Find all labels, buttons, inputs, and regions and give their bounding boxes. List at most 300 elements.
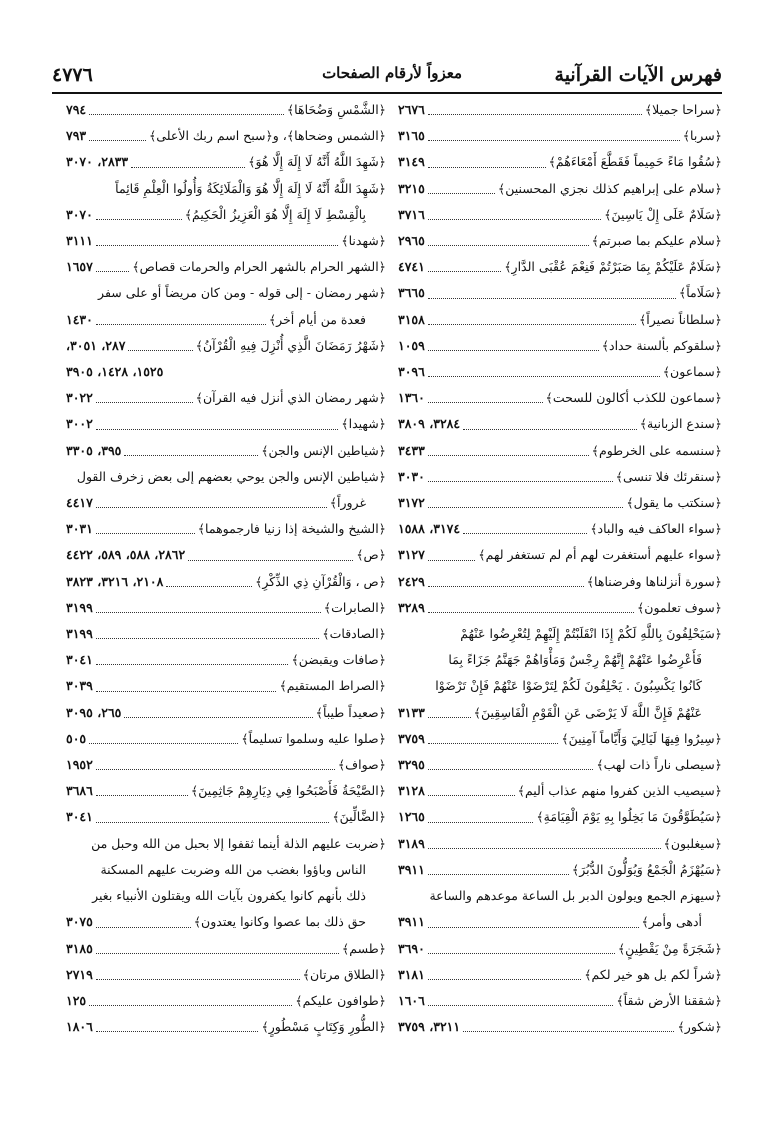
index-entry: [66, 595, 386, 621]
entry-row: [66, 516, 386, 542]
page-reference: ٧٩٣: [66, 128, 87, 144]
entry-text: ﴿الشمس وضحاها﴾، و﴿سبح اسم ربك الأعلى﴾: [148, 128, 386, 144]
entry-row: [398, 411, 722, 437]
entry-text: ﴿طوافون عليكم﴾: [295, 992, 386, 1008]
dot-leader: [428, 1005, 613, 1006]
page-number: ٤٧٧٦: [52, 64, 93, 86]
dot-leader: [428, 560, 475, 561]
dot-leader: [89, 114, 284, 115]
dot-leader: [428, 455, 589, 456]
page-reference: ٣٧٥٩: [398, 730, 425, 746]
entry-text: ﴿سيصلى ناراً ذات لهب﴾: [596, 757, 722, 773]
dot-leader: [428, 769, 593, 770]
dot-leader: [463, 533, 587, 534]
page-reference: ٣١٣٣: [398, 704, 425, 720]
entry-text: ﴿سَلَامٌ عَلَيْكُمْ بِمَا صَبَرْتُمْ فَنِعْمَ عُقْبَى الدَّارِ﴾: [504, 259, 722, 275]
page-reference: ٣٠٣٠: [398, 468, 425, 484]
entry-text: ﴿صلوا عليه وسلموا تسليماً﴾: [241, 730, 386, 746]
page-reference: ٤٤١٧: [66, 495, 93, 511]
entry-row: [398, 595, 722, 621]
page-reference: ٣٢٨٤، ٣٨٠٩: [398, 416, 461, 432]
dot-leader: [96, 533, 195, 534]
page-reference: ٣١٨٥: [66, 940, 93, 956]
entry-row: [398, 359, 722, 385]
index-entry: [66, 752, 386, 778]
dot-leader: [428, 743, 558, 744]
entry-text: ﴿صواف﴾: [337, 757, 386, 773]
entry-row: [66, 700, 386, 726]
page-reference: ٣١٨٩: [398, 835, 425, 851]
index-entry: [398, 464, 722, 490]
page-reference: ٣٦٨٦: [66, 783, 93, 799]
entry-text: ﴿صعيداً طيباً﴾: [315, 704, 386, 720]
page-reference: ٣١٩٩: [66, 599, 93, 615]
page-reference: ٣٠٤١: [66, 809, 93, 825]
entry-row: [66, 569, 386, 595]
page-subtitle: معزواً لأرقام الصفحات: [322, 64, 462, 82]
index-entry: [66, 438, 386, 464]
page-reference: ١٤٣٠: [66, 311, 93, 327]
entry-text: ﴿الصابرات﴾: [323, 599, 386, 615]
entry-text: ﴿سُقُوا مَاءً حَمِيماً فَقَطَّعَ أَمْعَاءَهُمْ﴾: [548, 154, 722, 170]
entry-row: [398, 542, 722, 568]
page-reference: ٣٩١١: [398, 861, 425, 877]
page-reference: ٣٧١٦: [398, 206, 425, 222]
entry-row: [398, 123, 722, 149]
entry-row: [66, 123, 386, 149]
index-entry: [66, 411, 386, 437]
entry-text: ﴿سلطاناً نصيراً﴾: [638, 311, 722, 327]
index-column-right: [398, 97, 722, 1040]
dot-leader: [96, 979, 300, 980]
page-reference: ٣٠٣١: [66, 521, 93, 537]
page-reference: ٢٧١٩: [66, 966, 93, 982]
index-entry: [66, 673, 386, 699]
entry-text: ﴿سَلَامٌ عَلَى إِلْ يَاسِينَ﴾: [604, 206, 722, 222]
entry-row: [398, 857, 722, 883]
index-entry: [66, 1014, 386, 1040]
dot-leader: [131, 167, 245, 168]
index-entry: [398, 307, 722, 333]
entry-text: ﴿سلام على إبراهيم كذلك نجزي المحسنين﴾: [497, 180, 722, 196]
entry-text: ﴿شَهْرُ رَمَضَانَ الَّذِي أُنْزِلَ فِيهِ الْقُرْآنُ﴾: [195, 337, 386, 353]
page-reference: ٢٦٧٦: [398, 102, 425, 117]
index-entry: [66, 228, 386, 254]
index-entry: [398, 385, 722, 411]
entry-text: ﴿سربا﴾: [682, 128, 722, 144]
entry-text: ﴿الصَّيْحَةُ فَأَصْبَحُوا فِي دِيَارِهِمْ جَاثِمِينَ﴾: [190, 783, 386, 799]
dot-leader: [428, 822, 533, 823]
page-reference: ١٨٠٦: [66, 1019, 93, 1035]
entry-row: [66, 438, 386, 464]
dot-leader: [428, 953, 615, 954]
entry-text: ﴿ص ، وَالْقُرْآنِ ذِي الذِّكْرِ﴾: [255, 573, 386, 589]
entry-text: أدهى وأمر﴾: [641, 914, 702, 930]
page-reference: ٣٢٨٩: [398, 599, 425, 615]
entry-text: ﴿سراحا جميلا﴾: [644, 102, 722, 117]
entry-text: ﴿شَهِدَ اللَّهُ أَنَّهُ لَا إِلَهَ إِلَّا هُوَ﴾: [248, 154, 386, 170]
page-reference: ٢٨٦٢، ٥٨٨، ٥٨٩، ٤٤٢٢: [66, 547, 186, 563]
entry-row: [66, 385, 386, 411]
entry-row: [398, 778, 722, 804]
entry-row: [398, 700, 722, 726]
entry-row: [398, 490, 722, 516]
dot-leader: [96, 822, 329, 823]
dot-leader: [128, 350, 192, 351]
entry-text: ﴿صافات ويقبضن﴾: [291, 652, 386, 668]
dot-leader: [96, 691, 277, 692]
entry-row: [398, 726, 722, 752]
entry-row: [66, 988, 386, 1014]
index-entry: [66, 831, 386, 936]
entry-text: ﴿الطلاق مرتان﴾: [302, 966, 386, 982]
index-entry: [398, 569, 722, 595]
index-entry: [66, 962, 386, 988]
dot-leader: [96, 507, 327, 508]
index-entry: [66, 936, 386, 962]
index-column-left: [66, 97, 386, 1040]
page-reference: ٣١٦٥: [398, 128, 425, 144]
index-entry: [66, 123, 386, 149]
entry-text: ﴿سوف تعلمون﴾: [636, 599, 722, 615]
index-entry: [66, 804, 386, 830]
page-reference: ١٩٥٢: [66, 757, 93, 773]
dot-leader: [96, 638, 319, 639]
entry-row: [398, 254, 722, 280]
dot-leader: [96, 324, 266, 325]
dot-leader: [428, 350, 599, 351]
dot-leader: [428, 507, 624, 508]
page-reference: ٢٩٦٥: [398, 233, 425, 249]
dot-leader: [96, 927, 191, 928]
entry-text: ﴿ص﴾: [356, 547, 386, 563]
dot-leader: [428, 979, 581, 980]
index-entry: [398, 542, 722, 568]
dot-leader: [463, 1031, 674, 1032]
index-entry: [66, 569, 386, 595]
index-entry: [66, 516, 386, 542]
index-entry: [398, 202, 722, 228]
dot-leader: [96, 953, 339, 954]
entry-row: [66, 359, 386, 385]
dot-leader: [428, 717, 471, 718]
entry-row: [398, 149, 722, 175]
entry-text-line: ﴿شهر رمضان - إلى قوله - ومن كان مريضاً أو على سفر: [98, 285, 386, 301]
index-entry: [66, 333, 386, 359]
entry-text: ﴿الصادقات﴾: [322, 626, 386, 642]
page-reference: ٤٧٤١: [398, 259, 425, 275]
page-reference: ٥٠٥: [66, 730, 87, 746]
index-entry: [66, 542, 386, 568]
entry-row: [398, 569, 722, 595]
entry-text: ﴿سَيُطَوَّقُونَ مَا بَخِلُوا بِهِ يَوْمَ الْقِيَامَةِ﴾: [536, 809, 722, 825]
page-title: فهرس الآيات القرآنية: [554, 64, 722, 86]
entry-row: [66, 752, 386, 778]
page-reference: ٣٠٠٢: [66, 416, 93, 432]
index-entry: [66, 621, 386, 647]
page-reference: ١٢٥: [66, 992, 87, 1008]
page-reference: ٣٤٣٣: [398, 442, 425, 458]
page-reference: ٣٦٦٥: [398, 285, 425, 301]
entry-row: [66, 490, 386, 516]
page-reference: ١٦٠٦: [398, 992, 425, 1008]
index-entry: [66, 97, 386, 123]
entry-text: بِالْقِسْطِ لَا إِلَهَ إِلَّا هُوَ الْعَزِيزُ الْحَكِيمُ﴾: [184, 206, 366, 222]
dot-leader: [96, 769, 335, 770]
dot-leader: [428, 376, 660, 377]
header-rule: [52, 92, 722, 94]
entry-text: ﴿الشَّمْسِ وَضُحَاهَا﴾: [286, 102, 386, 117]
entry-row: [66, 1014, 386, 1040]
entry-text: ﴿الشهر الحرام بالشهر الحرام والحرمات قصاص﴾: [132, 259, 386, 275]
entry-text: ﴿سواء عليهم أستغفرت لهم أم لم تستغفر لهم﴾: [478, 547, 722, 563]
index-entry: [398, 595, 722, 621]
entry-row: [66, 909, 386, 935]
index-entry: [398, 752, 722, 778]
page-reference: ٣١٢٧: [398, 547, 425, 563]
page-header: [52, 60, 722, 90]
entry-row: [398, 176, 722, 202]
page-reference: ٣٠٩٦: [398, 364, 425, 380]
page-reference: ٣١٩٩: [66, 626, 93, 642]
page-reference: ٣١٨١: [398, 966, 425, 982]
entry-row: [398, 464, 722, 490]
entry-row: [398, 202, 722, 228]
entry-row: [66, 411, 386, 437]
index-entry: [398, 936, 722, 962]
dot-leader: [89, 743, 238, 744]
page-reference: ١٣٦٠: [398, 390, 425, 406]
dot-leader: [124, 455, 258, 456]
entry-row: [398, 936, 722, 962]
entry-text-line: ذلك بأنهم كانوا يكفرون بآيات الله ويقتلون الأنبياء بغير: [92, 888, 366, 904]
page-reference: ١٠٥٩: [398, 337, 425, 353]
entry-text: غروراً﴾: [329, 495, 366, 511]
page-reference: ٣١٥٨: [398, 311, 425, 327]
entry-text: ﴿الشيخ والشيخة إذا زنيا فارجموهما﴾: [197, 521, 386, 537]
page-reference: ٣٢١١، ٣٧٥٩: [398, 1019, 461, 1035]
entry-row: [66, 647, 386, 673]
entry-row: [398, 1014, 722, 1040]
index-entry: [66, 726, 386, 752]
entry-text: ﴿سيغلبون﴾: [663, 835, 722, 851]
entry-text: ﴿سنكتب ما يقول﴾: [626, 495, 722, 511]
page-reference: ٣٢٩٥: [398, 757, 425, 773]
dot-leader: [166, 586, 252, 587]
entry-text: ﴿سماعون﴾: [662, 364, 722, 380]
dot-leader: [96, 429, 338, 430]
dot-leader: [428, 402, 543, 403]
dot-leader: [96, 271, 129, 272]
dot-leader: [96, 664, 289, 665]
entry-text: ﴿سواء العاكف فيه والباد﴾: [590, 521, 722, 537]
index-entry: [398, 149, 722, 175]
page-reference: ٣٦٩٠: [398, 940, 425, 956]
entry-row: [66, 673, 386, 699]
dot-leader: [428, 219, 601, 220]
entry-row: [398, 385, 722, 411]
entry-text: ﴿سَيُهْزَمُ الْجَمْعُ وَيُوَلُّونَ الدُّبُرَ﴾: [571, 861, 722, 877]
dot-leader: [428, 193, 495, 194]
index-entry: [398, 962, 722, 988]
index-entry: [66, 280, 386, 332]
entry-text: ﴿سيصيب الذين كفروا منهم عذاب أليم﴾: [517, 783, 722, 799]
entry-text: عَنْهُمْ فَإِنَّ اللَّهَ لَا يَرْضَى عَنِ الْقَوْمِ الْفَاسِقِينَ﴾: [473, 704, 702, 720]
index-entry: [398, 490, 722, 516]
entry-text: ﴿سِيرُوا فِيهَا لَيَالِيَ وَأَيَّاماً آمِنِينَ﴾: [561, 730, 722, 746]
index-entry: [398, 97, 722, 123]
entry-text-line: الناس وباؤوا بغضب من الله وضربت عليهم المسكنة: [100, 861, 366, 877]
entry-text: ﴿سلام عليكم بما صبرتم﴾: [591, 233, 722, 249]
index-entry: [66, 176, 386, 228]
entry-row: [398, 831, 722, 857]
page-reference: ٣٢١٥: [398, 180, 425, 196]
dot-leader: [428, 586, 584, 587]
index-entry: [398, 280, 722, 306]
entry-row: [66, 936, 386, 962]
index-entry: [398, 411, 722, 437]
page-reference: ١٥٢٥، ١٤٢٨، ٣٩٠٥: [66, 364, 164, 380]
dot-leader: [428, 298, 676, 299]
entry-row: [66, 307, 386, 333]
dot-leader: [428, 927, 639, 928]
index-entry: [66, 359, 386, 385]
entry-row: [66, 778, 386, 804]
index-entry: [398, 804, 722, 830]
page-reference: ٢٨٧، ٣٠٥١،: [66, 337, 126, 353]
index-entry: [66, 254, 386, 280]
index-entry: [398, 516, 722, 542]
entry-text-line: ﴿شَهِدَ اللَّهُ أَنَّهُ لَا إِلَهَ إِلَّا هُوَ وَالْمَلَائِكَةُ وَأُولُوا الْعِلْمِ قَائِماً: [115, 180, 386, 196]
entry-text-line: فَأَعْرِضُوا عَنْهُمْ إِنَّهُمْ رِجْسٌ وَمَأْوَاهُمْ جَهَنَّمُ جَزَاءً بِمَا: [448, 652, 702, 668]
entry-row: [398, 333, 722, 359]
page-reference: ٣٠٤١: [66, 652, 93, 668]
index-entry: [398, 333, 722, 359]
dot-leader: [96, 612, 321, 613]
index-entry: [398, 438, 722, 464]
entry-row: [66, 149, 386, 175]
dot-leader: [188, 560, 353, 561]
dot-leader: [428, 114, 642, 115]
dot-leader: [96, 795, 188, 796]
page-reference: ٢٤٢٩: [398, 573, 425, 589]
page-reference: ٣٠٢٢: [66, 390, 93, 406]
entry-row: [398, 516, 722, 542]
page-reference: ٣١٧٤، ١٥٨٨: [398, 521, 461, 537]
dot-leader: [96, 245, 338, 246]
entry-text: ﴿شهر رمضان الذي أنزل فيه القرآن﴾: [195, 390, 386, 406]
index-entry: [398, 1014, 722, 1040]
entry-row: [398, 97, 722, 123]
index-entry: [398, 831, 722, 857]
page-reference: ٣١١١: [66, 233, 93, 249]
page-reference: ١٢٦٥: [398, 809, 425, 825]
entry-row: [398, 988, 722, 1014]
entry-text: حق ذلك بما عصوا وكانوا يعتدون﴾: [193, 914, 366, 930]
dot-leader: [89, 140, 146, 141]
page-reference: ٣٠٧٠: [66, 206, 93, 222]
entry-row: [398, 438, 722, 464]
page-reference: ٧٩٤: [66, 102, 87, 117]
entry-row: [398, 962, 722, 988]
entry-text: ﴿سنقرئك فلا تنسى﴾: [615, 468, 722, 484]
entry-row: [398, 909, 722, 935]
index-entry: [398, 176, 722, 202]
entry-text: ﴿الصراط المستقيم﴾: [279, 678, 386, 694]
entry-text: ﴿سنسمه على الخرطوم﴾: [591, 442, 722, 458]
index-entry: [66, 385, 386, 411]
entry-row: [398, 804, 722, 830]
entry-text: ﴿سندع الزبانية﴾: [639, 416, 722, 432]
entry-text: ﴿طسم﴾: [341, 940, 386, 956]
dot-leader: [428, 245, 589, 246]
entry-row: [66, 962, 386, 988]
index-entry: [66, 988, 386, 1014]
page-reference: ٢٦٥، ٣٠٩٥: [66, 704, 122, 720]
entry-text-line: ﴿سيهزم الجمع ويولون الدبر بل الساعة موعدهم والساعة: [429, 888, 722, 904]
page-reference: ٣١٧٢: [398, 495, 425, 511]
dot-leader: [428, 612, 634, 613]
index-entry: [398, 123, 722, 149]
entry-text: ﴿شَجَرَةً مِنْ يَقْطِينٍ﴾: [617, 940, 722, 956]
page-reference: ٣٩١١: [398, 914, 425, 930]
entry-row: [66, 97, 386, 123]
dot-leader: [428, 271, 501, 272]
entry-row: [398, 280, 722, 306]
dot-leader: [89, 1005, 292, 1006]
dot-leader: [96, 402, 193, 403]
index-entry: [66, 647, 386, 673]
index-entry: [398, 621, 722, 726]
entry-text: ﴿سَلَاماً﴾: [678, 285, 722, 301]
page-reference: ٣١٤٩: [398, 154, 425, 170]
entry-text: ﴿شققنا الأرض شقاً﴾: [616, 992, 722, 1008]
entry-text: فعدة من أيام أخر﴾: [268, 311, 366, 327]
entry-row: [66, 542, 386, 568]
entry-row: [66, 228, 386, 254]
index-entry: [398, 857, 722, 883]
dot-leader: [428, 324, 636, 325]
dot-leader: [428, 795, 515, 796]
entry-text-line: ﴿شياطين الإنس والجن يوحي بعضهم إلى بعض زخرف القول: [76, 468, 386, 484]
entry-row: [398, 752, 722, 778]
entry-text: ﴿سماعون للكذب أكالون للسحت﴾: [545, 390, 722, 406]
entry-row: [66, 254, 386, 280]
entry-text-line: ﴿سَيَحْلِفُونَ بِاللَّهِ لَكُمْ إِذَا انْقَلَبْتُمْ إِلَيْهِمْ لِتُعْرِضُوا عَنْهُمْ: [460, 626, 722, 642]
page-reference: ٣٠٧٥: [66, 914, 93, 930]
page-reference: ٢١٠٨، ٣٢١٦، ٣٨٢٣: [66, 573, 164, 589]
entry-text: ﴿الطُّورِ وَكِتَابٍ مَسْطُورٍ﴾: [261, 1019, 386, 1035]
index-entry: [66, 149, 386, 175]
entry-text: ﴿شراً لكم بل هو خير لكم﴾: [584, 966, 722, 982]
entry-text: ﴿شكور﴾: [677, 1019, 722, 1035]
page-reference: ١٦٥٧: [66, 259, 93, 275]
index-entry: [66, 778, 386, 804]
entry-row: [66, 726, 386, 752]
page-reference: ٣٩٥، ٣٣٠٥: [66, 442, 122, 458]
entry-row: [398, 307, 722, 333]
dot-leader: [428, 481, 613, 482]
entry-row: [66, 595, 386, 621]
index-entry: [66, 700, 386, 726]
entry-row: [66, 333, 386, 359]
entry-row: [398, 228, 722, 254]
index-entry: [398, 254, 722, 280]
index-entry: [398, 726, 722, 752]
entry-text: ﴿سورة أنزلناها وفرضناها﴾: [586, 573, 722, 589]
entry-text: ﴿سلقوكم بألسنة حداد﴾: [601, 337, 722, 353]
entry-text: ﴿شياطين الإنس والجن﴾: [261, 442, 386, 458]
